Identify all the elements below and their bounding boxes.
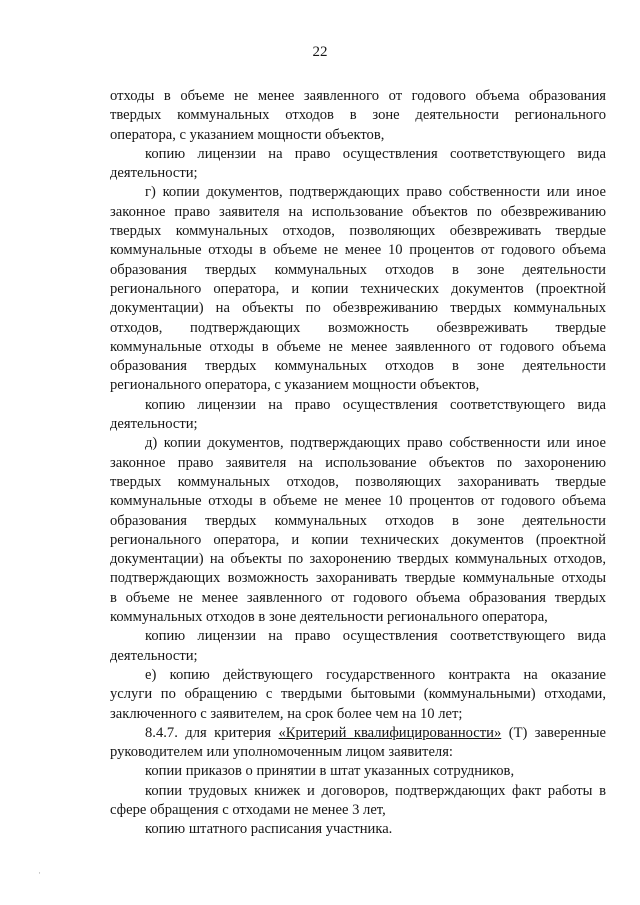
text-line: руководителем или уполномоченным лицом заявителя: xyxy=(110,744,453,761)
text-line: г) копии документов, подтверждающих право собственности или иное xyxy=(145,184,606,201)
text-line: копию лицензии на право осуществления соответствующего вида xyxy=(145,628,606,645)
text-line: коммунальных отходов в зоне деятельности регионального оператора, xyxy=(110,609,548,626)
text-line: отходов, подтверждающих возможность обезвреживать твердые xyxy=(110,319,606,336)
text-line: деятельности; xyxy=(110,647,198,664)
text-line: регионального оператора, и копии технических документов (проектной xyxy=(110,280,606,297)
text-line: коммунальные отходы в объеме не менее 10 процентов от годового объема xyxy=(110,493,606,510)
text-line: законное право заявителя на использование объектов по обезвреживанию xyxy=(110,203,606,220)
text-line: твердых коммунальных отходов, позволяющих обезвреживать твердые xyxy=(110,223,606,240)
text-line: в объеме не менее заявленного от годового объема образования твердых xyxy=(110,589,606,606)
scan-artifact: · xyxy=(38,868,41,878)
page-number: 22 xyxy=(312,44,328,60)
text-line: сфере обращения с отходами не менее 3 лет, xyxy=(110,801,386,818)
text-line: документации) на объекты по захоронению твердых коммунальных отходов, xyxy=(110,551,606,568)
text-line: документации) на объекты по обезвреживанию твердых коммунальных xyxy=(110,300,606,317)
text-line: регионального оператора, и копии технических документов (проектной xyxy=(110,531,606,548)
text-line: услуги по обращению с твердыми бытовыми (коммунальными) отходами, xyxy=(110,686,606,703)
text-line: копии приказов о принятии в штат указанных сотрудников, xyxy=(145,763,515,780)
line-text-after: (Т) заверенные xyxy=(501,724,606,741)
text-line: коммунальные отходы в объеме не менее заявленного от годового объема xyxy=(110,338,606,355)
text-line: твердых коммунальных отходов, позволяющих захоранивать твердые xyxy=(110,473,606,490)
text-line: копии трудовых книжек и договоров, подтверждающих факт работы в xyxy=(145,782,606,799)
text-line: подтверждающих возможность захоранивать твердые коммунальные отходы xyxy=(110,570,606,587)
document-body xyxy=(110,87,606,840)
text-line: деятельности; xyxy=(110,416,198,433)
text-line: образования твердых коммунальных отходов в зоне деятельности xyxy=(110,358,606,375)
text-line: д) копии документов, подтверждающих право собственности или иное xyxy=(145,435,606,452)
text-line xyxy=(110,724,606,743)
text-line: е) копию действующего государственного контракта на оказание xyxy=(145,666,606,683)
text-line: образования твердых коммунальных отходов в зоне деятельности xyxy=(110,261,606,278)
text-line: копию лицензии на право осуществления соответствующего вида xyxy=(145,145,606,162)
text-line: копию лицензии на право осуществления соответствующего вида xyxy=(145,396,606,413)
text-line: коммунальные отходы в объеме не менее 10 процентов от годового объема xyxy=(110,242,606,259)
text-line: заключенного с заявителем, на срок более чем на 10 лет; xyxy=(110,705,463,722)
text-line: образования твердых коммунальных отходов в зоне деятельности xyxy=(110,512,606,529)
text-line: твердых коммунальных отходов в зоне деятельности регионального xyxy=(110,107,606,124)
line-text-before: 8.4.7. для критерия xyxy=(145,724,279,741)
text-line: законное право заявителя на использование объектов по захоронению xyxy=(110,454,606,471)
text-line: регионального оператора, с указанием мощности объектов, xyxy=(110,377,480,394)
text-line: деятельности; xyxy=(110,165,198,182)
text-line: отходы в объеме не менее заявленного от годового объема образования xyxy=(110,88,606,104)
text-line: копию штатного расписания участника. xyxy=(145,821,393,838)
text-line: оператора, с указанием мощности объектов, xyxy=(110,126,385,143)
criterion-link: «Критерий квалифицированности» xyxy=(278,724,502,741)
